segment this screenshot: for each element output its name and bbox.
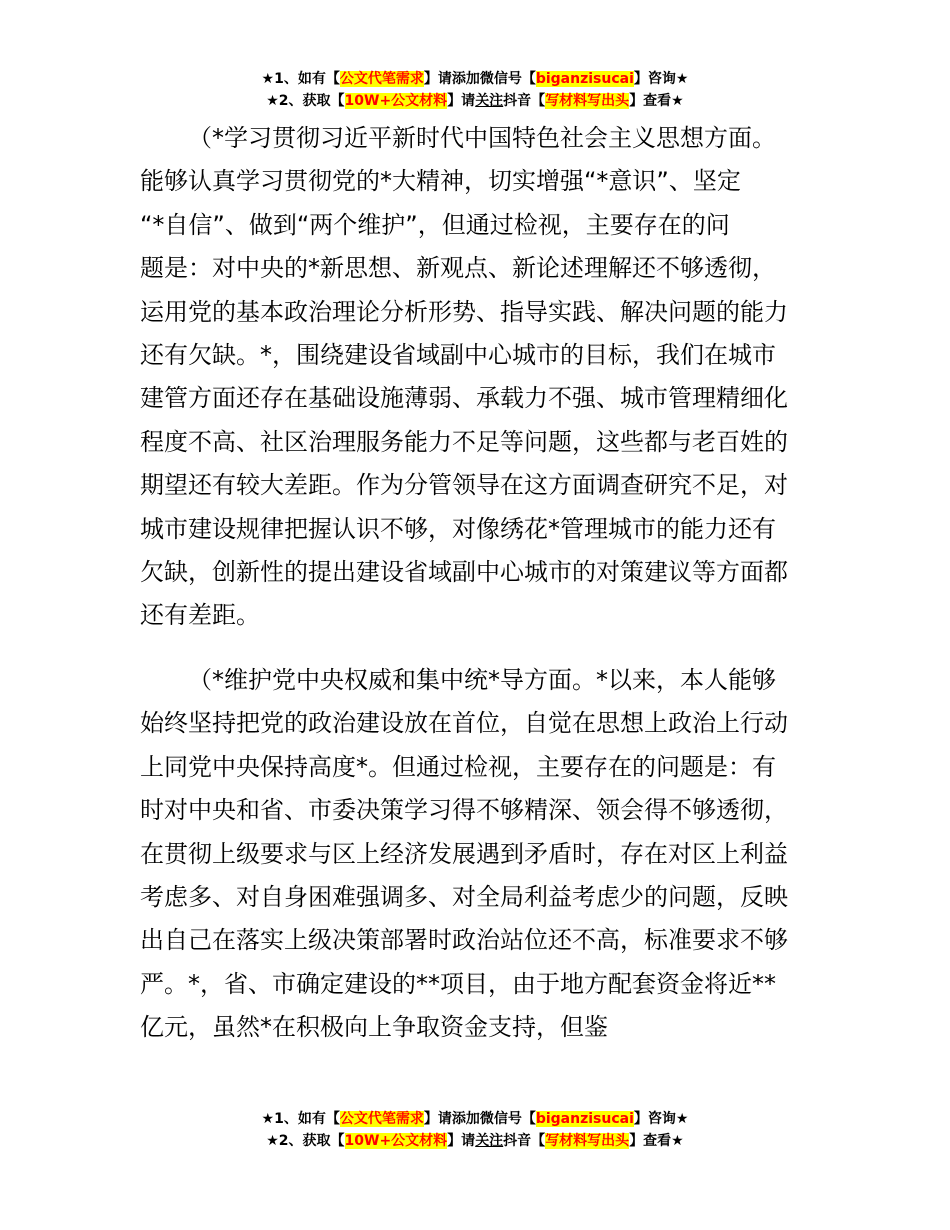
promo-wechat-id: biganzisucai <box>535 71 634 87</box>
text-line: 运用党的基本政治理论分析形势、指导实践、解决问题的能力 <box>140 297 788 326</box>
text-line: 期望还有较大差距。作为分管领导在这方面调查研究不足，对 <box>140 471 788 500</box>
text-line: 欠缺，创新性的提出建设省域副中心城市的对策建议等方面都 <box>140 558 788 587</box>
text-line: 始终坚持把党的政治建设放在首位，自觉在思想上政治上行动 <box>140 709 788 738</box>
promo-douyin-account: 写材料写出头 <box>545 93 630 109</box>
promo-highlight: 10W+公文材料 <box>344 93 448 109</box>
promo-douyin-account: 写材料写出头 <box>545 1133 630 1149</box>
promo-highlight: 公文代笔需求 <box>339 71 424 87</box>
promo-text: 】咨询★ <box>633 71 689 87</box>
promo-text: 抖音【 <box>503 93 546 109</box>
text-line: 出自己在落实上级决策部署时政治站位还不高，标准要求不够 <box>140 926 788 955</box>
text-line: 建管方面还存在基础设施薄弱、承载力不强、城市管理精细化 <box>140 384 788 413</box>
promo-text: ★2、获取【 <box>266 93 345 109</box>
document-body <box>140 117 812 1050</box>
promo-follow-link[interactable]: 关注 <box>475 93 504 109</box>
text-line: 还有欠缺。*，围绕建设省域副中心城市的目标，我们在城市 <box>140 341 776 370</box>
header-promo-banner <box>0 68 950 112</box>
promo-text: ★1、如有【 <box>261 1111 340 1127</box>
promo-text: 】请 <box>447 93 476 109</box>
text-line: （*维护党中央权威和集中统*导方面。*以来，本人能够 <box>188 665 776 694</box>
header-promo-line-1 <box>0 68 950 90</box>
text-line: 在贯彻上级要求与区上经济发展遇到矛盾时，存在对区上利益 <box>140 839 788 868</box>
promo-text: ★1、如有【 <box>261 71 340 87</box>
paragraph-ideology <box>140 117 812 638</box>
text-line: 亿元，虽然*在积极向上争取资金支持，但鉴 <box>140 1013 608 1042</box>
promo-follow-link[interactable]: 关注 <box>475 1133 504 1149</box>
promo-highlight: 10W+公文材料 <box>344 1133 448 1149</box>
text-line: 严。*，省、市确定建设的**项目，由于地方配套资金将近** <box>140 969 776 998</box>
text-line: 上同党中央保持高度*。但通过检视，主要存在的问题是：有 <box>140 752 776 781</box>
promo-text: 】查看★ <box>629 1133 684 1149</box>
promo-text: 抖音【 <box>503 1133 546 1149</box>
text-line: （*学习贯彻习近平新时代中国特色社会主义思想方面。 <box>188 124 776 152</box>
footer-promo-line-2 <box>0 1130 950 1152</box>
text-line: 程度不高、社区治理服务能力不足等问题，这些都与老百姓的 <box>140 427 788 456</box>
text-line: 城市建设规律把握认识不够，对像绣花*管理城市的能力还有 <box>140 514 776 543</box>
text-line: 能够认真学习贯彻党的*大精神，切实增强“*意识”、坚定 <box>140 167 741 196</box>
promo-text: 】请添加微信号【 <box>423 1111 536 1127</box>
text-line: 考虑多、对自身困难强调多、对全局利益考虑少的问题，反映 <box>140 882 788 911</box>
promo-wechat-id: biganzisucai <box>535 1111 634 1127</box>
header-promo-line-2 <box>0 90 950 112</box>
footer-promo-line-1 <box>0 1108 950 1130</box>
paragraph-authority <box>140 659 812 1050</box>
text-line: 时对中央和省、市委决策学习得不够精深、领会得不够透彻， <box>140 796 788 825</box>
promo-highlight: 公文代笔需求 <box>339 1111 424 1127</box>
text-line: 题是：对中央的*新思想、新观点、新论述理解还不够透彻， <box>140 254 776 283</box>
promo-text: 】请 <box>447 1133 476 1149</box>
promo-text: 】查看★ <box>629 93 684 109</box>
promo-text: ★2、获取【 <box>266 1133 345 1149</box>
footer-promo-banner <box>0 1108 950 1152</box>
text-line: “*自信”、做到“两个维护”，但通过检视，主要存在的问 <box>140 210 730 239</box>
text-line: 还有差距。 <box>140 601 260 630</box>
promo-text: 】请添加微信号【 <box>423 71 536 87</box>
promo-text: 】咨询★ <box>633 1111 689 1127</box>
